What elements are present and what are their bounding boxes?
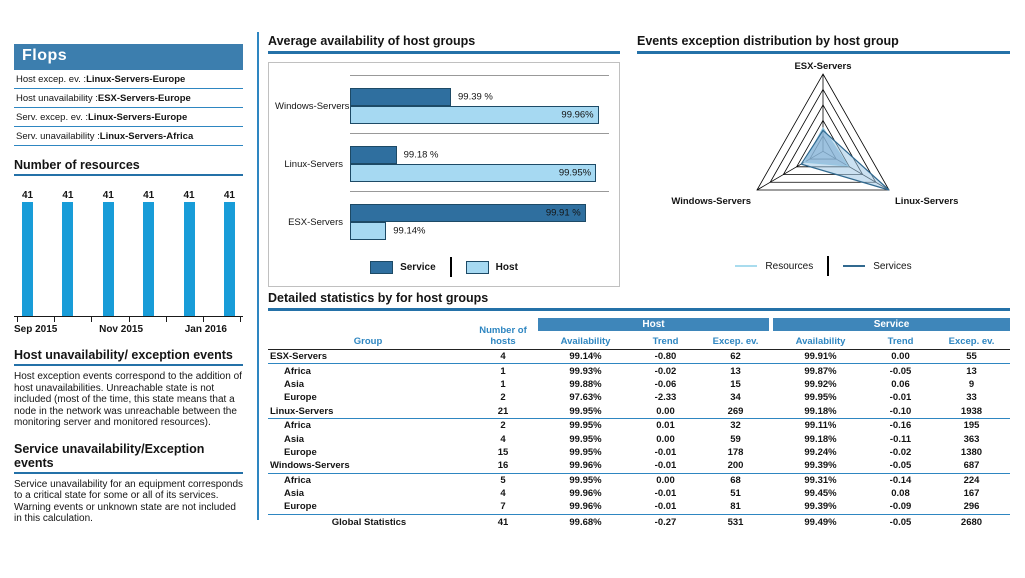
table-cell-group: Asia (284, 488, 305, 500)
table-cell-s_avail: 99.11% (804, 420, 837, 432)
table-cell-h_avail: 99.88% (569, 378, 602, 390)
category-bars (350, 191, 609, 240)
service-legend-label: Service (400, 261, 436, 273)
table-cell-group: Asia (284, 433, 305, 445)
resource-bar (62, 202, 73, 316)
flop-label: Serv. unavailability : (16, 131, 100, 142)
host-legend-label: Host (495, 261, 518, 273)
table-cell-h_avail: 99.95% (569, 446, 602, 458)
table-cell-s_ev: 55 (966, 351, 977, 363)
table-cell-hosts: 1 (500, 378, 506, 390)
bar-row (350, 204, 609, 222)
table-row (268, 500, 1010, 513)
sidebar (14, 44, 243, 525)
resources-legend-swatch (735, 265, 757, 267)
table-cell-s_trend: -0.10 (889, 405, 912, 417)
bar-row (350, 88, 609, 106)
services-legend-label: Services (873, 260, 912, 272)
service-availability-header: Availability (795, 336, 846, 347)
axis-tick-label: Nov 2015 (99, 324, 144, 335)
table-cell-group: ESX-Servers (270, 351, 328, 363)
radar-axis-label: Linux-Servers (895, 196, 959, 207)
bar-row (350, 222, 609, 240)
availability-group (275, 191, 609, 240)
table-cell-s_ev: 224 (963, 474, 980, 486)
table-cell-s_ev: 2680 (960, 516, 983, 528)
bar-value-label: 99.95% (558, 167, 592, 179)
separator-line (350, 75, 609, 76)
services-polygon (801, 130, 889, 190)
table-cell-s_avail: 99.31% (804, 474, 837, 486)
table-cell-h_trend: 0.00 (656, 433, 675, 445)
resources-legend-label: Resources (765, 260, 814, 272)
axis-tick (54, 317, 55, 322)
table-cell-h_ev: 178 (727, 446, 744, 458)
legend-divider (827, 256, 829, 276)
bar-value-label: 41 (102, 190, 114, 202)
axis-tick (17, 317, 18, 322)
table-cell-h_ev: 531 (727, 516, 744, 528)
table-cell-s_avail: 99.45% (804, 488, 837, 500)
table-cell-s_ev: 167 (963, 488, 980, 500)
bar-value-label: 41 (143, 190, 155, 202)
table-cell-h_trend: -0.01 (654, 488, 677, 500)
table-cell-s_trend: -0.09 (889, 501, 912, 513)
flops-title: Flops (14, 44, 243, 70)
table-cell-h_avail: 99.95% (569, 405, 602, 417)
flop-item (14, 127, 243, 146)
availability-bar-chart (268, 62, 620, 287)
table-cell-s_trend: -0.05 (889, 460, 912, 472)
hosts-column-header: Number of hosts (479, 325, 527, 347)
axis-tick (166, 317, 167, 322)
bar-value-label: 99.91 % (545, 207, 581, 219)
resource-bar-group (184, 190, 195, 316)
table-row (268, 378, 1010, 391)
table-cell-s_avail: 99.24% (804, 446, 837, 458)
radar-axis-label: ESX-Servers (794, 61, 852, 72)
table-cell-group: Windows-Servers (270, 460, 350, 472)
table-cell-h_ev: 269 (727, 405, 744, 417)
x-axis-labels (14, 322, 243, 335)
table-cell-h_trend: -0.06 (654, 378, 677, 390)
table-cell-group: Europe (284, 501, 317, 513)
table-cell-hosts: 5 (500, 474, 506, 486)
table-cell-h_avail: 99.95% (569, 420, 602, 432)
table-cell-hosts: 41 (497, 516, 509, 528)
table-cell-hosts: 7 (500, 501, 506, 513)
table-cell-h_ev: 51 (730, 488, 741, 500)
flop-item (14, 108, 243, 127)
table-cell-s_avail: 99.95% (804, 392, 837, 404)
bar-value-label: 41 (62, 190, 74, 202)
service-legend-swatch (370, 261, 393, 274)
table-cell-s_avail: 99.91% (804, 351, 837, 363)
table-cell-s_ev: 1380 (960, 446, 983, 458)
axis-tick-label: Sep 2015 (14, 324, 58, 335)
radar-axis-label: Windows-Servers (671, 196, 751, 207)
resource-bar-group (224, 190, 235, 316)
table-cell-s_ev: 13 (966, 365, 977, 377)
resource-bar-group (22, 190, 33, 316)
table-cell-s_avail: 99.49% (804, 516, 837, 528)
table-cell-group: Europe (284, 392, 317, 404)
table-cell-hosts: 1 (500, 365, 506, 377)
services-legend-swatch (843, 265, 865, 267)
table-cell-s_trend: -0.14 (889, 474, 912, 486)
table-row (268, 514, 1010, 530)
table-cell-h_avail: 97.63% (569, 392, 602, 404)
table-cell-group: Linux-Servers (270, 405, 334, 417)
table-cell-s_trend: 0.08 (891, 488, 910, 500)
table-cell-h_avail: 99.14% (569, 351, 602, 363)
axis-tick (91, 317, 92, 322)
table-cell-group: Africa (284, 420, 311, 432)
table-cell-h_ev: 59 (730, 433, 741, 445)
separator-line (350, 191, 609, 192)
table-body (268, 350, 1010, 530)
axis-tick-label: Jan 2016 (184, 324, 227, 335)
bar-value-label: 41 (22, 190, 34, 202)
host-bar (350, 222, 386, 240)
table-cell-group: Africa (284, 365, 311, 377)
bar-value-label: 99.14% (393, 225, 426, 237)
table-cell-s_ev: 195 (963, 420, 980, 432)
service-trend-header: Trend (887, 336, 914, 347)
table-cell-h_trend: 0.01 (656, 420, 675, 432)
flop-label: Serv. excep. ev. : (16, 112, 88, 123)
table-row (268, 391, 1010, 404)
table-cell-h_ev: 15 (730, 378, 741, 390)
group-column-header: Group (353, 336, 383, 347)
table-cell-s_trend: -0.05 (889, 516, 912, 528)
table-cell-s_avail: 99.39% (804, 460, 837, 472)
resource-bar (22, 202, 33, 316)
table-cell-h_ev: 81 (730, 501, 741, 513)
table-row (268, 350, 1010, 364)
resource-bar-group (103, 190, 114, 316)
note-text: Host exception events correspond to the addition of host unavailabilities. Unreachable state is not included (most of the time, this state means that a node in the network was unreachable between the monitoring server and monitored resources). (14, 371, 242, 428)
bar-value-label: 41 (183, 190, 195, 202)
radar-legend (637, 256, 1010, 276)
table-cell-hosts: 4 (500, 488, 506, 500)
host-band-header: Host (538, 318, 769, 331)
table-cell-h_avail: 99.95% (569, 433, 602, 445)
table-cell-h_avail: 99.96% (569, 501, 602, 513)
table-title: Detailed statistics by for host groups (268, 291, 1010, 311)
resources-chart-title: Number of resources (14, 158, 243, 176)
host-availability-header: Availability (560, 336, 611, 347)
table-cell-h_ev: 68 (730, 474, 741, 486)
table-cell-group: Asia (284, 378, 305, 390)
statistics-table-section (268, 291, 1010, 530)
table-cell-h_avail: 99.95% (569, 474, 602, 486)
vertical-divider (257, 32, 259, 520)
bar-value-label: 41 (223, 190, 235, 202)
category-label: Windows-Servers (275, 101, 350, 112)
table-cell-hosts: 4 (500, 351, 506, 363)
bar-value-label: 99.96% (561, 109, 594, 121)
table-cell-h_trend: -0.80 (654, 351, 677, 363)
table-row (268, 446, 1010, 459)
table-row (268, 364, 1010, 377)
table-row (268, 459, 1010, 473)
availability-legend (269, 257, 619, 277)
table-cell-h_trend: -0.01 (654, 501, 677, 513)
table-row (268, 419, 1010, 432)
availability-chart-title: Average availability of host groups (268, 34, 620, 54)
table-cell-h_trend: -0.27 (654, 516, 677, 528)
flop-value: Linux-Servers-Europe (87, 112, 188, 123)
table-cell-h_trend: -0.01 (654, 446, 677, 458)
table-cell-group: Global Statistics (331, 516, 407, 528)
availability-group (275, 133, 609, 182)
table-cell-s_avail: 99.39% (804, 501, 837, 513)
category-bars (350, 133, 609, 182)
bar-row (350, 146, 609, 164)
table-cell-s_trend: 0.00 (891, 351, 910, 363)
availability-groups (275, 75, 609, 240)
axis-tick (240, 317, 241, 322)
flop-label: Host excep. ev. : (16, 74, 87, 85)
table-cell-h_ev: 34 (730, 392, 741, 404)
table-cell-h_avail: 99.96% (569, 488, 602, 500)
table-cell-s_trend: -0.02 (889, 446, 912, 458)
table-cell-s_trend: -0.16 (889, 420, 912, 432)
table-cell-s_trend: -0.01 (889, 392, 912, 404)
table-cell-s_ev: 296 (963, 501, 980, 513)
table-cell-h_trend: 0.00 (656, 474, 675, 486)
table-cell-group: Africa (284, 474, 311, 486)
service-excep-header: Excep. ev. (948, 336, 995, 347)
table-cell-s_trend: 0.06 (891, 378, 910, 390)
category-bars (350, 75, 609, 124)
table-cell-h_ev: 13 (730, 365, 741, 377)
flop-item (14, 89, 243, 108)
resource-bar (143, 202, 154, 316)
table-row (268, 432, 1010, 445)
bar-value-label: 99.39 % (458, 91, 493, 103)
table-cell-h_ev: 62 (730, 351, 741, 363)
host-excep-header: Excep. ev. (712, 336, 759, 347)
table-cell-s_trend: -0.11 (889, 433, 912, 445)
bar-row (350, 164, 609, 182)
resource-bar (224, 202, 235, 316)
resources-bar-chart (14, 184, 243, 335)
table-cell-h_ev: 32 (730, 420, 741, 432)
bar-value-label: 99.18 % (403, 149, 439, 161)
radar-section (637, 34, 1010, 276)
table-cell-s_avail: 99.87% (804, 365, 837, 377)
legend-divider (450, 257, 452, 277)
table-cell-h_avail: 99.68% (569, 516, 602, 528)
resources-bars (14, 184, 243, 317)
service-bar (350, 88, 451, 106)
separator-line (350, 133, 609, 134)
table-cell-s_avail: 99.18% (804, 433, 837, 445)
table-cell-h_ev: 200 (727, 460, 744, 472)
table-subheader-row (268, 325, 1010, 350)
category-label: Linux-Servers (284, 159, 343, 170)
table-cell-s_avail: 99.18% (804, 405, 837, 417)
table-cell-h_avail: 99.93% (569, 365, 602, 377)
table-cell-s_ev: 33 (966, 392, 977, 404)
x-axis-ticks (17, 317, 240, 322)
table-cell-h_trend: -2.33 (654, 392, 677, 404)
radar-chart-title: Events exception distribution by host group (637, 34, 1010, 54)
table-cell-h_trend: 0.00 (656, 405, 675, 417)
axis-tick (129, 317, 130, 322)
axis-tick (203, 317, 204, 322)
flop-value: ESX-Servers-Europe (97, 93, 191, 104)
table-cell-s_ev: 687 (963, 460, 980, 472)
resource-bar-group (62, 190, 73, 316)
table-header (268, 318, 1010, 350)
table-cell-hosts: 21 (497, 405, 509, 417)
table-cell-hosts: 15 (497, 446, 509, 458)
host-trend-header: Trend (652, 336, 679, 347)
resource-bar (184, 202, 195, 316)
table-cell-s_ev: 363 (963, 433, 980, 445)
resource-bar (103, 202, 114, 316)
table-row (268, 474, 1010, 487)
availability-section (268, 34, 620, 287)
table-cell-h_avail: 99.96% (569, 460, 602, 472)
table-cell-s_ev: 1938 (960, 405, 983, 417)
category-label: ESX-Servers (288, 217, 343, 228)
host-legend-swatch (466, 261, 489, 274)
table-cell-group: Europe (284, 446, 317, 458)
service-band-header: Service (773, 318, 1010, 331)
flop-value: Linux-Servers-Europe (86, 74, 186, 85)
flop-value: Linux-Servers-Africa (99, 131, 194, 142)
flop-label: Host unavailability : (16, 93, 98, 104)
flop-item (14, 70, 243, 89)
table-row (268, 405, 1010, 419)
table-cell-s_trend: -0.05 (889, 365, 912, 377)
flops-list (14, 70, 243, 146)
table-band-row (268, 318, 1010, 331)
radar-chart (637, 60, 1010, 212)
bar-row (350, 106, 609, 124)
table-cell-s_ev: 9 (968, 378, 975, 390)
table-cell-hosts: 16 (497, 460, 509, 472)
resource-bar-group (143, 190, 154, 316)
availability-group (275, 75, 609, 124)
table-cell-hosts: 2 (500, 420, 506, 432)
note-heading: Service unavailability/Exception events (14, 442, 243, 474)
table-cell-hosts: 4 (500, 433, 506, 445)
table-cell-h_trend: -0.02 (654, 365, 677, 377)
table-cell-h_trend: -0.01 (654, 460, 677, 472)
table-cell-hosts: 2 (500, 392, 506, 404)
table-row (268, 487, 1010, 500)
explanatory-notes (14, 348, 243, 525)
service-bar (350, 146, 397, 164)
table-cell-s_avail: 99.92% (804, 378, 837, 390)
note-text: Service unavailability for an equipment corresponds to a critical state for some or all of its services. Warning events or unknown state are not included in this calculation. (14, 478, 244, 524)
note-heading: Host unavailability/ exception events (14, 348, 243, 366)
